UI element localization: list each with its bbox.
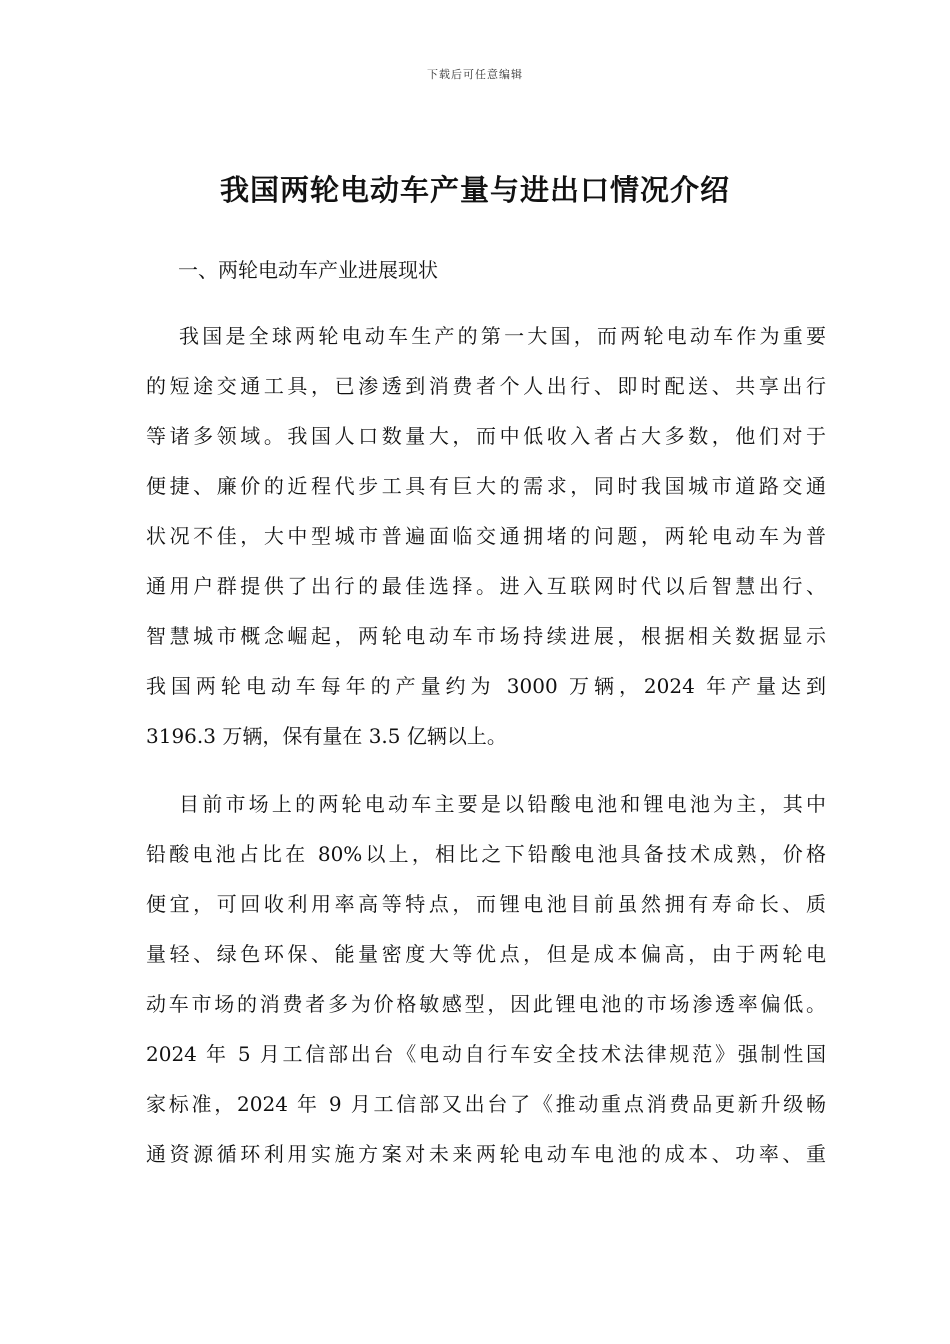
- paragraph-industry-status: [146, 311, 826, 761]
- paragraph-line: 目前市场上的两轮电动车主要是以铅酸电池和锂电池为主，其中: [179, 792, 826, 816]
- paragraph-line: 我国是全球两轮电动车生产的第一大国，而两轮电动车作为重要: [179, 324, 826, 348]
- paragraph-line: 通用户群提供了出行的最佳选择。进入互联网时代以后智慧出行、: [146, 574, 826, 598]
- paragraph-line: 家标准，2024 年 9 月工信部又出台了《推动重点消费品更新升级畅: [146, 1092, 826, 1116]
- section-heading: 一、两轮电动车产业进展现状: [178, 258, 438, 282]
- paragraph-line: 智慧城市概念崛起，两轮电动车市场持续进展，根据相关数据显示: [146, 624, 826, 648]
- paragraph-line: 我国两轮电动车每年的产量约为 3000 万辆，2024 年产量达到: [146, 674, 826, 698]
- paragraph-line: 便捷、廉价的近程代步工具有巨大的需求，同时我国城市道路交通: [146, 474, 826, 498]
- paragraph-line: 状况不佳，大中型城市普遍面临交通拥堵的问题，两轮电动车为普: [146, 524, 826, 548]
- paragraph-line: 3196.3 万辆，保有量在 3.5 亿辆以上。: [146, 724, 507, 748]
- paragraph-battery-market: [146, 779, 826, 1179]
- paragraph-line: 便宜，可回收利用率高等特点，而锂电池目前虽然拥有寿命长、质: [146, 892, 826, 916]
- paragraph-line: 的短途交通工具，已渗透到消费者个人出行、即时配送、共享出行: [146, 374, 826, 398]
- paragraph-line: 动车市场的消费者多为价格敏感型，因此锂电池的市场渗透率偏低。: [146, 992, 826, 1016]
- document-title: 我国两轮电动车产量与进出口情况介绍: [219, 173, 730, 207]
- paragraph-line: 量轻、绿色环保、能量密度大等优点，但是成本偏高，由于两轮电: [146, 942, 826, 966]
- paragraph-line: 2024 年 5 月工信部出台《电动自行车安全技术法律规范》强制性国: [146, 1042, 826, 1066]
- paragraph-line: 等诸多领域。我国人口数量大，而中低收入者占大多数，他们对于: [146, 424, 826, 448]
- page-header-note: 下载后可任意编辑: [427, 68, 523, 81]
- paragraph-line: 铅酸电池占比在 80%以上，相比之下铅酸电池具备技术成熟，价格: [146, 842, 826, 866]
- paragraph-line: 通资源循环利用实施方案对未来两轮电动车电池的成本、功率、重: [146, 1142, 826, 1166]
